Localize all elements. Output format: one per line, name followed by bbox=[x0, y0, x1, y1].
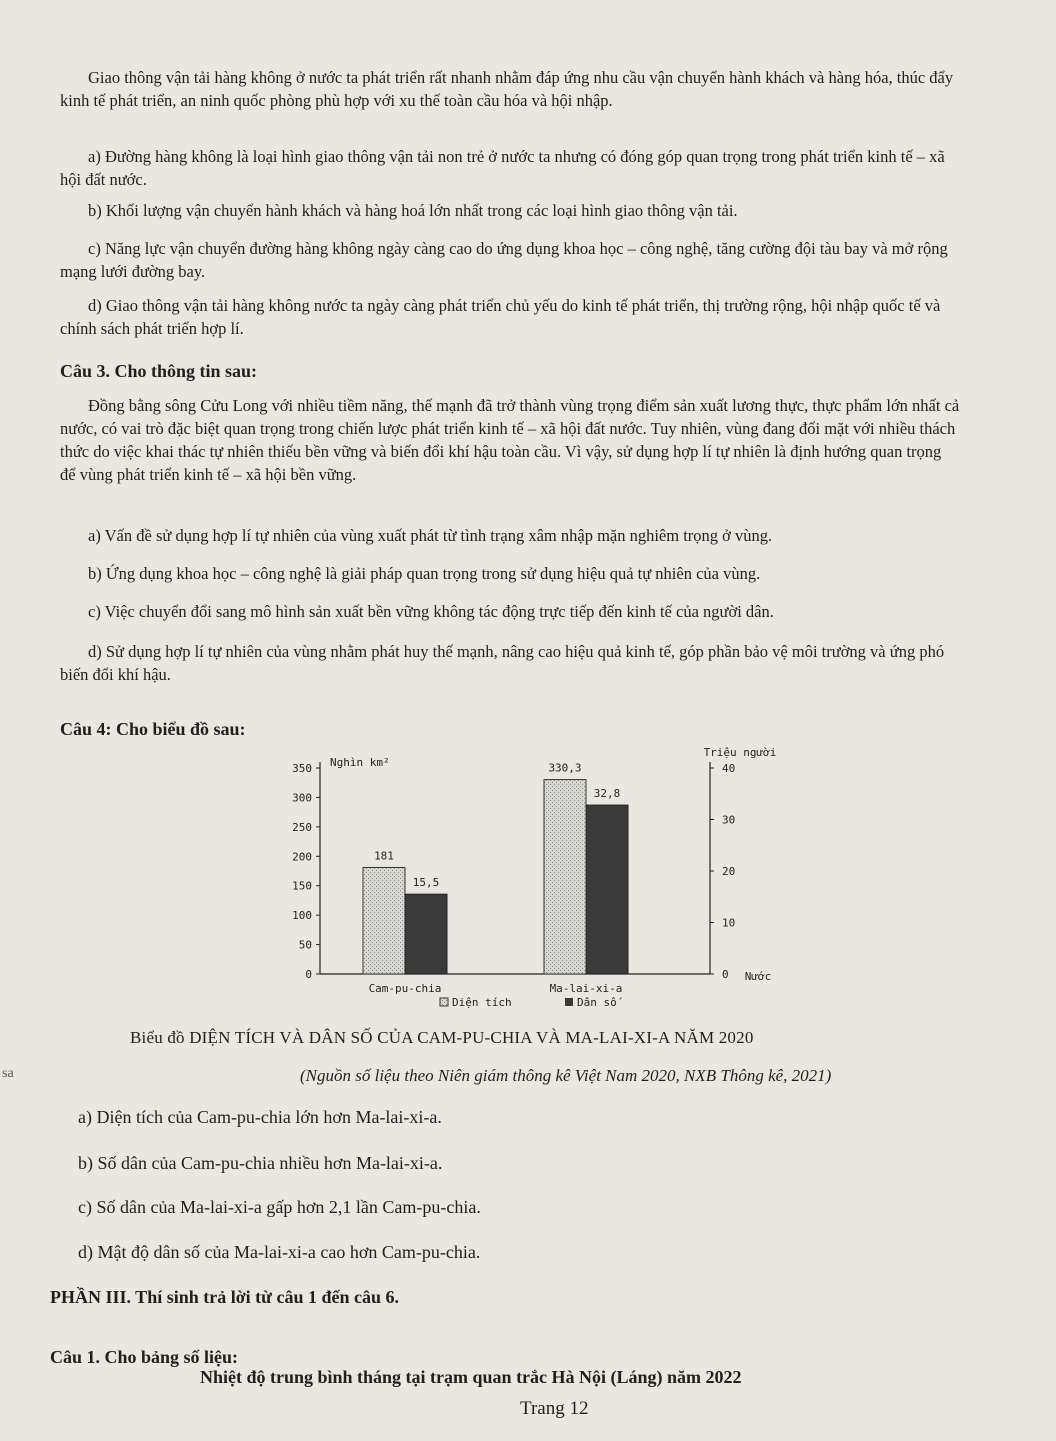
phan3-title: PHẦN III. Thí sinh trả lời từ câu 1 đến câu 6. bbox=[50, 1287, 399, 1307]
cau3-paragraph: Đồng bằng sông Cửu Long với nhiều tiềm năng, thế mạnh đã trở thành vùng trọng điểm sản xuất lương thực, thực phẩm lớn nhất cả nước, có vai trò đặc biệt quan trọng trong chiến lược phát triển kinh tế – xã hội đất nước. Tuy nhiên, vùng đang đối mặt với nhiều thách thức do việc khai thác tự nhiên thiếu bền vững và biến đổi khí hậu toàn cầu. Vì vậy, sử dụng hợp lí tự nhiên là định hướng quan trọng để vùng phát triển kinh tế – xã hội bền vững. bbox=[60, 396, 960, 484]
bar-area-label-0: 181 bbox=[374, 849, 394, 863]
left-axis-label: Nghìn km² bbox=[330, 756, 390, 769]
intro-paragraph: Giao thông vận tải hàng không ở nước ta phát triển rất nhanh nhằm đáp ứng nhu cầu vận chuyển hành khách và hàng hóa, thúc đẩy kinh tế phát triển, an ninh quốc phòng phù hợp với xu thế toàn cầu hóa và hội nhập. bbox=[60, 68, 954, 110]
cau3-title-text: Câu 3. Cho thông tin sau: bbox=[60, 361, 258, 381]
cau3-statement-b: b) Ứng dụng khoa học – công nghệ là giải pháp quan trọng trong sử dụng hiệu quả tự nhiên của vùng. bbox=[88, 564, 761, 583]
intro-statement-d: d) Giao thông vận tải hàng không nước ta ngày càng phát triển chủ yếu do kinh tế phát triển, thị trường rộng, hội nhập quốc tế và chính sách phát triển hợp lí. bbox=[60, 296, 941, 338]
right-tick-label: 40 bbox=[722, 762, 736, 775]
intro-statement-b: b) Khối lượng vận chuyển hành khách và hàng hoá lớn nhất trong các loại hình giao thông vận tải. bbox=[88, 201, 738, 220]
left-tick-label: 300 bbox=[292, 791, 312, 805]
right-tick-label: 20 bbox=[722, 865, 736, 878]
right-tick-label: 0 bbox=[722, 968, 729, 981]
bar-area-0 bbox=[363, 867, 405, 974]
cau1-title: Câu 1. Cho bảng số liệu: bbox=[50, 1347, 239, 1367]
legend-population-label: Dân số bbox=[577, 996, 617, 1009]
bar-population-1 bbox=[586, 805, 628, 974]
cau3-statement-d: d) Sử dụng hợp lí tự nhiên của vùng nhằm phát huy thế mạnh, nâng cao hiệu quả kinh tế, góp phần bảo vệ môi trường và ứng phó biến đổi khí hậu. bbox=[60, 642, 945, 684]
chart-layer bbox=[292, 746, 776, 1009]
bar-population-label-1: 32,8 bbox=[593, 787, 621, 801]
left-tick-label: 150 bbox=[292, 879, 312, 893]
left-tick-label: 50 bbox=[298, 938, 312, 952]
left-tick-label: 350 bbox=[292, 762, 312, 775]
cau3-statement-c: c) Việc chuyển đổi sang mô hình sản xuất bền vững không tác động trực tiếp đến kinh tế của người dân. bbox=[88, 602, 774, 621]
intro-statement-c: c) Năng lực vận chuyển đường hàng không ngày càng cao do ứng dụng khoa học – công nghệ, tăng cường đội tàu bay và mở rộng mạng lưới đường bay. bbox=[60, 239, 948, 281]
category-label-1: Ma-lai-xi-a bbox=[549, 982, 623, 995]
cau3-title bbox=[60, 360, 960, 383]
left-tick-label: 100 bbox=[292, 909, 312, 923]
bar-area-1 bbox=[544, 780, 586, 974]
chart-source: (Nguồn số liệu theo Niên giám thông kê Việt Nam 2020, NXB Thông kê, 2021) bbox=[300, 1066, 832, 1085]
cau4-statement-b: b) Số dân của Cam-pu-chia nhiều hơn Ma-lai-xi-a. bbox=[78, 1153, 443, 1173]
cau4-statement-d: d) Mật độ dân số của Ma-lai-xi-a cao hơn Cam-pu-chia. bbox=[78, 1242, 481, 1262]
legend-area-label: Diện tích bbox=[452, 996, 512, 1009]
legend-area-swatch bbox=[440, 998, 448, 1006]
cau3-statement-a: a) Vấn đề sử dụng hợp lí tự nhiên của vùng xuất phát từ tình trạng xâm nhập mặn nghiêm trọng ở vùng. bbox=[88, 526, 773, 545]
area-population-chart bbox=[270, 740, 790, 1020]
table-title: Nhiệt độ trung bình tháng tại trạm quan trắc Hà Nội (Láng) năm 2022 bbox=[200, 1367, 742, 1387]
right-tick-label: 10 bbox=[722, 916, 736, 930]
cau4-statement-c: c) Số dân của Ma-lai-xi-a gấp hơn 2,1 lần Cam-pu-chia. bbox=[78, 1197, 481, 1217]
left-tick-label: 0 bbox=[305, 968, 312, 981]
right-tick-label: 30 bbox=[722, 813, 736, 827]
bar-population-0 bbox=[405, 894, 447, 974]
cau4-statement-a: a) Diện tích của Cam-pu-chia lớn hơn Ma-lai-xi-a. bbox=[78, 1107, 442, 1127]
intro-statement-a: a) Đường hàng không là loại hình giao thông vận tải non trẻ ở nước ta nhưng có đóng góp quan trọng trong phát triển kinh tế – xã hội đất nước. bbox=[60, 147, 945, 189]
chart-caption: Biểu đồ DIỆN TÍCH VÀ DÂN SỐ CỦA CAM-PU-CHIA VÀ MA-LAI-XI-A NĂM 2020 bbox=[130, 1028, 754, 1047]
x-axis-label: Nước bbox=[744, 970, 772, 983]
left-tick-label: 200 bbox=[292, 850, 312, 864]
bar-area-label-1: 330,3 bbox=[548, 761, 582, 775]
category-label-0: Cam-pu-chia bbox=[368, 982, 442, 995]
page-number: Trang 12 bbox=[520, 1398, 589, 1419]
margin-note: sa bbox=[2, 1066, 14, 1081]
bar-population-label-0: 15,5 bbox=[412, 876, 440, 890]
cau4-title: Câu 4: Cho biểu đồ sau: bbox=[60, 719, 246, 739]
left-tick-label: 250 bbox=[292, 820, 312, 834]
right-axis-label: Triệu người bbox=[703, 746, 777, 759]
legend-population-swatch bbox=[565, 998, 573, 1006]
